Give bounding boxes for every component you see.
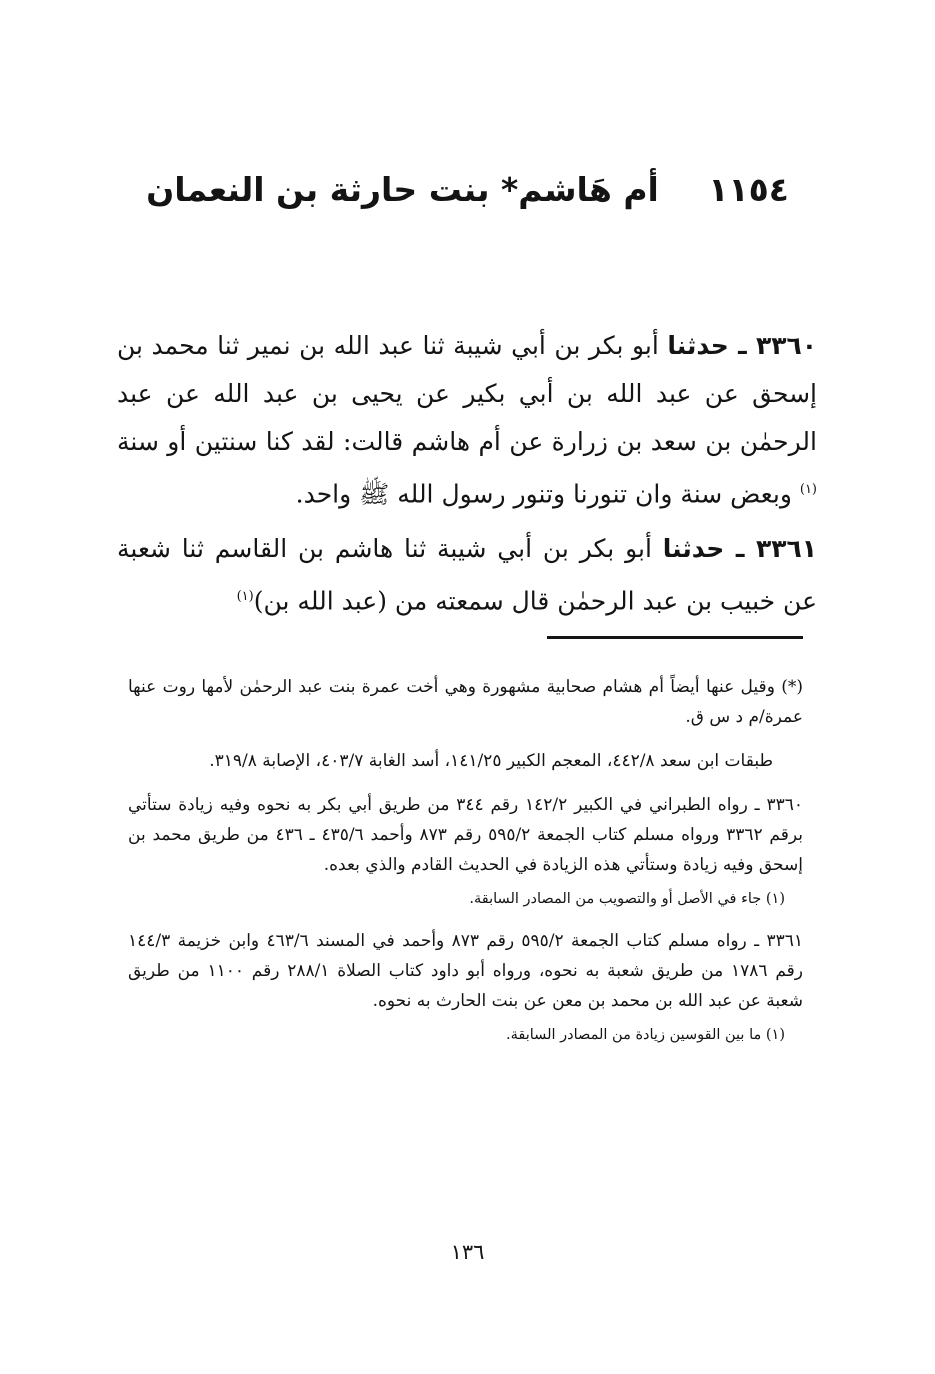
hadith-lead: ٣٣٦١ ـ حدثنا [662, 534, 818, 563]
note-3360: ٣٣٦٠ ـ رواه الطبراني في الكبير ١٤٢/٢ رقم ٣٤٤ من طريق أبي بكر به نحوه وفيه زيادة ستأتي برقم ٣٣٦٢ ورواه مسلم كتاب الجمعة ٥٩٥/٢ رقم ٨٧٣ وأحمد ٤٣٥/٦ ـ ٤٣٦ من طريق محمد بن إسحق وفيه زيادة وستأتي هذه الزيادة في الحديث القادم والذي بعده. [128, 795, 803, 875]
hadith-text: أبو بكر بن أبي شيبة ثنا عبد الله بن نمير ثنا محمد بن إسحق عن عبد الله بن أبي بكير عن يحيى بن عبد الله عن عبد الرحمٰن بن سعد بن زرارة عن أم هاشم قالت: لقد كنا سنتين أو سنة [117, 331, 817, 456]
footnote-mark: (١) [236, 589, 254, 604]
note-3361-sub: (١) ما بين القوسين زيادة من المصادر السابقة. [505, 1027, 785, 1043]
hadith-text-after: وبعض سنة وان تنورنا وتنور رسول الله ﷺ واحد. [295, 479, 792, 509]
chapter-title [0, 170, 935, 209]
footnote-separator [547, 636, 803, 639]
footnote-mark: (١) [799, 482, 817, 497]
page-number: ١٣٦ [450, 1240, 485, 1264]
note-3360-sub: (١) جاء في الأصل أو والتصويب من المصادر السابقة. [469, 891, 785, 907]
note-3361: ٣٣٦١ ـ رواه مسلم كتاب الجمعة ٥٩٥/٢ رقم ٨٧٣ وأحمد في المسند ٤٦٣/٦ وابن خزيمة ١٤٤/٣ رقم ١٧٨٦ من طريق شعبة به نحوه، ورواه أبو داود كتاب الصلاة ٢٨٨/١ رقم ١١٠٠ من طريق شعبة عن عبد الله بن محمد بن معن عن بنت الحارث به نحوه. [128, 931, 803, 1011]
chapter-number: ١١٥٤ [708, 170, 789, 209]
chapter-name: أم هَاشم* بنت حارثة بن النعمان [146, 170, 659, 209]
footnotes [128, 672, 803, 1062]
hadith-3361 [117, 525, 817, 625]
hadith-lead: ٣٣٦٠ ـ حدثنا [667, 331, 818, 360]
hadith-text: أبو بكر بن أبي شيبة ثنا هاشم بن القاسم ثنا شعبة عن خبيب بن عبد الرحمٰن قال سمعته من (عبد الله بن) [117, 534, 817, 616]
note-star: (*) وقيل عنها أيضاً أم هشام صحابية مشهورة وهي أخت عمرة بنت عبد الرحمٰن لأمها روت عنها عمرة/م د س ق. [128, 677, 803, 727]
hadith-3360 [117, 322, 817, 518]
note-sources: طبقات ابن سعد ٤٤٢/٨، المعجم الكبير ١٤١/٢٥، أسد الغابة ٤٠٣/٧، الإصابة ٣١٩/٨. [209, 751, 773, 771]
